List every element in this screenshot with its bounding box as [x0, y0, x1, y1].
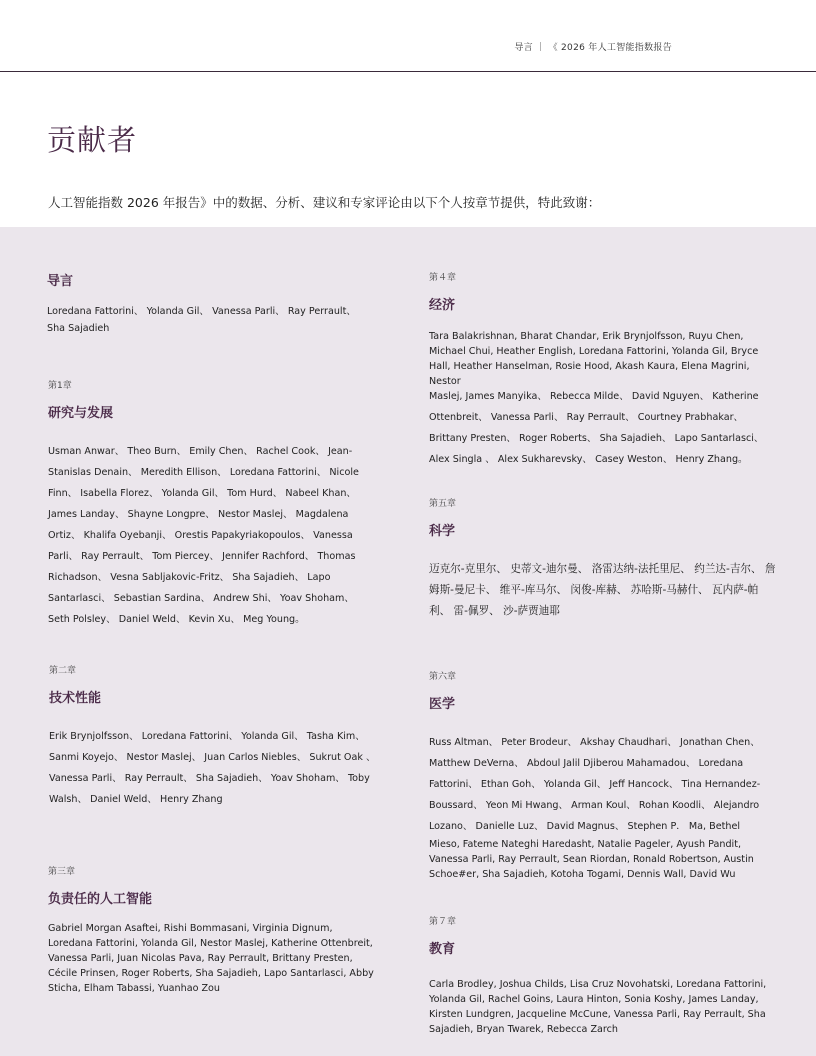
contributor-names: Usman Anwar、 Theo Burn、 Emily Chen、 Rachel Cook、 Jean-Stanislas Denain、 Meredith Ellison、 Loredana Fattorini、 Nicole Finn、 Isabella Florez、 Yolanda Gil、 Tom Hurd、 Nabeel Khan、 James Landay、 Shayne Longpre、 Nestor Maslej、 Magdalena Ortiz、 Khalifa Oyebanji、 Orestis Papakyriakopoulos、 Vanessa Parli、 Ray Perrault、 Tom Piercey、 Jennifer Rachford、 Thomas Richadson、 Vesna Sabljakovic-Fritz、 Sha Sajadieh、 Lapo Santarlasci、 Sebastian Sardina、 Andrew Shi、 Yoav Shoham、 Seth Polsley、 Daniel Weld、 Kevin Xu、 Meg Young。 [48, 446, 359, 625]
contributor-names: Maslej, James Manyika、 Rebecca Milde、 David Nguyen、 Katherine Ottenbreit、 Vanessa Parli、 Ray Perrault、 Courtney Prabhakar、 Brittany Presten、 Roger Roberts、 Sha Sajadieh、 Lapo Santarlasci、 Alex Singla 、 Alex Sukharevsky、 Casey Weston、 Henry Zhang。 [429, 391, 764, 465]
chapter-label: 第1章 [48, 381, 72, 391]
contributor-names: Mieso, Fateme Nateghi Haredasht, Natalie Pageler, Ayush Pandit, Vanessa Parli, Ray Perrault, Sean Riordan, Ronald Robertson, Austin Schoe#er, Sha Sajadieh, Kotoha Togami, Dennis Wall, David Wu [429, 839, 754, 880]
section-chapter-6 [429, 669, 779, 882]
section-chapter-1 [48, 378, 378, 630]
section-chapter-5 [429, 496, 779, 622]
chapter-label: 第４章 [429, 273, 457, 283]
contributor-names: Carla Brodley, Joshua Childs, Lisa Cruz Novohatski, Loredana Fattorini, Yolanda Gil, Rachel Goins, Laura Hinton, Sonia Koshy, James Landay, Kirsten Lundgren, Jacqueline McCune, Vanessa Parli, Ray Perrault, Sha Sajadieh, Bryan Twarek, Rebecca Zarch [429, 979, 767, 1035]
contributor-names: 迈克尔-克里尔、 史蒂文-迪尔曼、 洛雷达纳-法托里尼、 约兰达-吉尔、 詹姆斯-曼尼卡、 维平-库马尔、 闵俊-库赫、 苏哈斯-马赫什、 瓦内萨-帕利、 雷-佩罗、 沙-萨贾迪耶 [429, 563, 776, 617]
section-title: 负责任的人工智能 [48, 892, 153, 907]
chapter-label: 第三章 [48, 867, 76, 877]
section-title: 技术性能 [49, 691, 102, 706]
section-chapter-7 [429, 914, 779, 1037]
section-title: 研究与发展 [48, 406, 114, 421]
section-intro [47, 270, 377, 337]
chapter-label: 第五章 [429, 499, 457, 509]
intro-text: 人工智能指数 2026 年报告》中的数据、分析、建议和专家评论由以下个人按章节提供，特此致谢： [48, 195, 601, 210]
section-chapter-4 [429, 270, 779, 470]
section-title: 医学 [429, 697, 456, 712]
section-chapter-2 [49, 663, 379, 810]
section-chapter-3 [48, 864, 378, 996]
contributor-names: Russ Altman、 Peter Brodeur、 Akshay Chaudhari、 Jonathan Chen、 Matthew DeVerna、 Abdoul Jalil Djiberou Mahamadou、 Loredana Fattorini、 Ethan Goh、 Yolanda Gil、 Jeff Hancock、 Tina Hernandez-Boussard、 Yeon Mi Hwang、 Arman Koul、 Rohan Koodli、 Alejandro Lozano、 Danielle Luz、 David Magnus、 Stephen P． Ma, Bethel [429, 737, 761, 832]
chapter-label: 第六章 [429, 672, 457, 682]
contributor-names: Gabriel Morgan Asaftei, Rishi Bommasani, Virginia Dignum, Loredana Fattorini, Yolanda Gil, Nestor Maslej, Katherine Ottenbreit, Vanessa Parli, Juan Nicolas Pava, Ray Perrault, Brittany Presten, Cécile Prinsen, Roger Roberts, Sha Sajadieh, Lapo Santarlasci, Abby Sticha, Elham Tabassi, Yuanhao Zou [48, 923, 374, 994]
contributor-names: Loredana Fattorini、 Yolanda Gil、 Vanessa Parli、 Ray Perrault、 Sha Sajadieh [47, 306, 356, 334]
contributor-names: Tara Balakrishnan, Bharat Chandar, Erik Brynjolfsson, Ruyu Chen, Michael Chui, Heather English, Loredana Fattorini, Yolanda Gil, Bryce Hall, Heather Hanselman, Rosie Hood, Akash Kaura, Elena Magrini, Nestor [429, 331, 759, 387]
running-header: 导言 ｜ 《 2026 年人工智能指数报告 [514, 43, 672, 53]
header-divider [0, 71, 816, 72]
contributor-names: Erik Brynjolfsson、 Loredana Fattorini、 Yolanda Gil、 Tasha Kim、 Sanmi Koyejo、 Nestor Maslej、 Juan Carlos Niebles、 Sukrut Oak 、 Vanessa Parli、 Ray Perrault、 Sha Sajadieh、 Yoav Shoham、 Toby Walsh、 Daniel Weld、 Henry Zhang [49, 731, 376, 805]
section-title: 经济 [429, 298, 456, 313]
section-title: 教育 [429, 942, 456, 957]
section-title: 导言 [47, 274, 74, 289]
section-title: 科学 [429, 524, 456, 539]
page-title: 贡献者 [47, 123, 138, 157]
chapter-label: 第７章 [429, 917, 457, 927]
chapter-label: 第二章 [49, 666, 77, 676]
